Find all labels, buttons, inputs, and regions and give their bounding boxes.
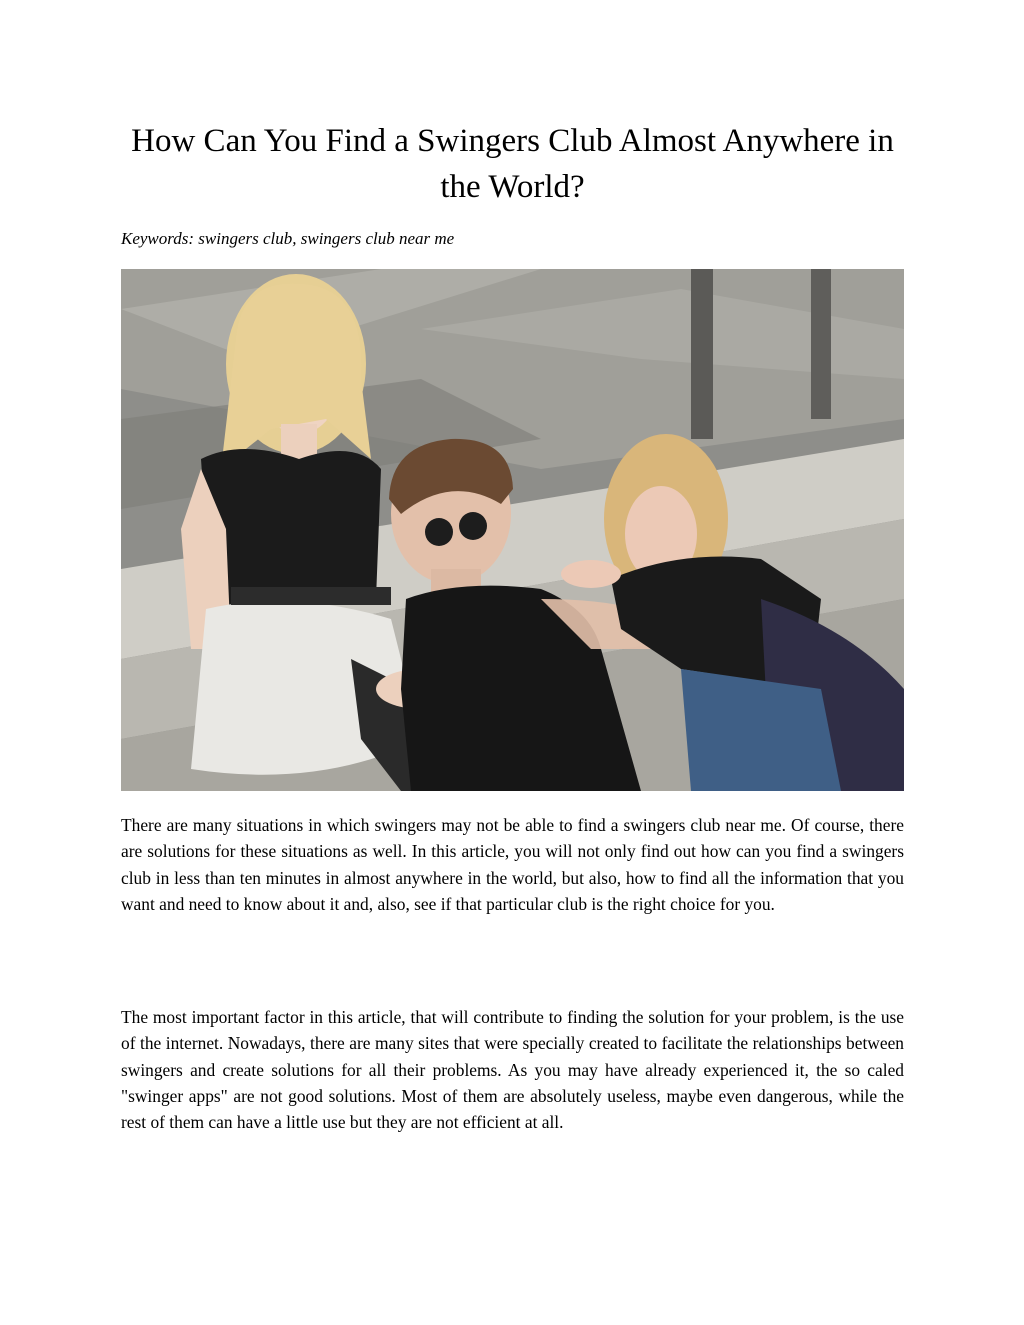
article-photo	[121, 269, 904, 791]
article-title: How Can You Find a Swingers Club Almost Anywhere in the World?	[131, 123, 894, 205]
article-paragraph: The most important factor in this article, that will contribute to finding the solution for your problem, is the use of the internet. Nowadays, there are many sites that were specially created to facilitate the relationships between swingers and create solutions for all their problems. As you may have already experienced it, the so caled "swinger apps" are not good solutions. Most of them are absolutely useless, maybe even dangerous, while the rest of them can have a little use but they are not efficient at all.	[121, 1007, 904, 1133]
article-keywords: Keywords: swingers club, swingers club near me	[121, 229, 455, 248]
article-paragraph: There are many situations in which swingers may not be able to find a swingers club near me. Of course, there are solutions for these situations as well. In this article, you will not only find out how can you find a swingers club in less than ten minutes in almost anywhere in the world, but also, how to find all the information that you want and need to know about it and, also, see if that particular club is the right choice for you.	[121, 815, 904, 914]
